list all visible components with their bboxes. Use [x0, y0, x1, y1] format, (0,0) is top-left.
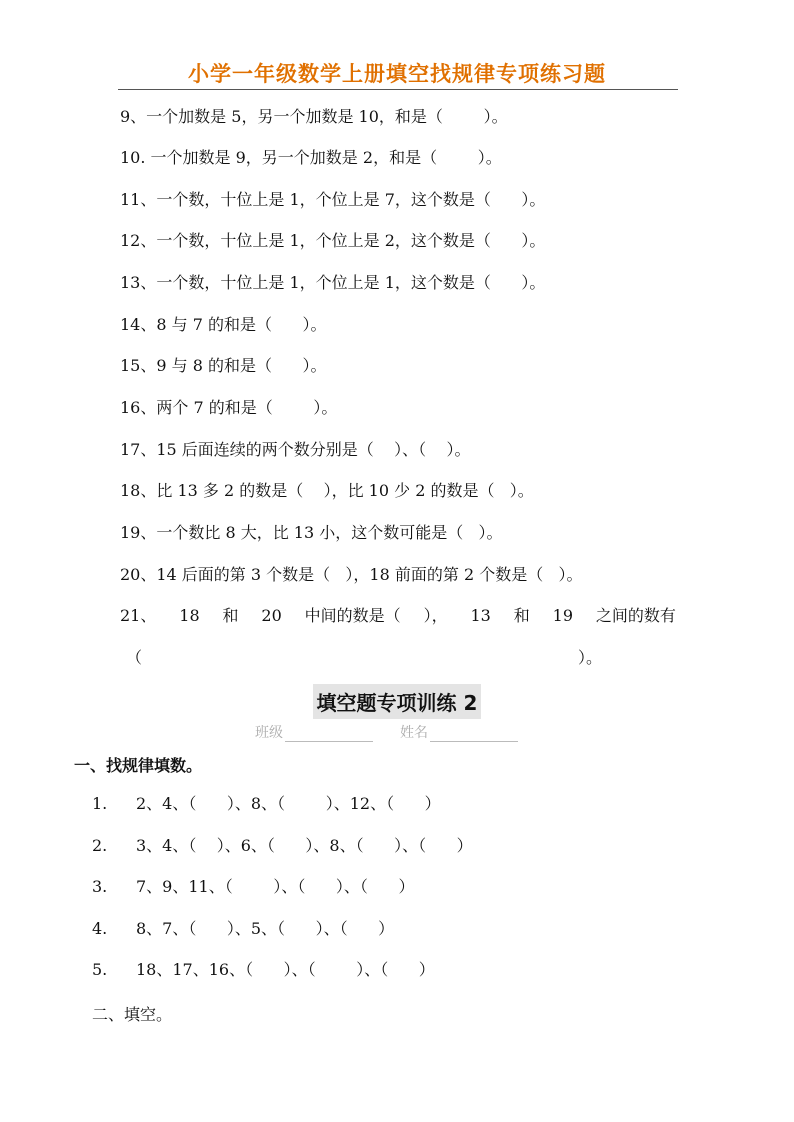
part1-heading: 一、找规律填数。 [74, 756, 203, 775]
sequence-item-5 [92, 960, 435, 980]
q21-line2-close: ）。 [578, 648, 603, 667]
q21-part: 之间的数有 [595, 606, 676, 625]
question-11: 11、一个数，十位上是 1，个位上是 7，这个数是（ ）。 [120, 190, 546, 209]
question-17: 17、15 后面连续的两个数分别是（ ）、（ ）。 [120, 440, 471, 459]
q21-part: 中间的数是（ [304, 606, 401, 625]
sequence-item-1 [92, 794, 441, 814]
page-header-title: 小学一年级数学上册填空找规律专项练习题 [188, 61, 606, 86]
q21-part: ）， [423, 606, 448, 625]
sequence-item-3 [92, 877, 414, 897]
question-19: 19、一个数比 8 大，比 13 小，这个数可能是（ ）。 [120, 523, 503, 542]
sequence-number: 1. [92, 794, 108, 813]
sequence-text: 2、4、（ ）、8、（ ）、12、（ ） [136, 794, 441, 813]
question-18: 18、比 13 多 2 的数是（ ），比 10 少 2 的数是（ ）。 [120, 481, 534, 500]
question-12: 12、一个数，十位上是 1，个位上是 2，这个数是（ ）。 [120, 231, 546, 250]
sequence-number: 2. [92, 836, 108, 855]
name-blank [430, 727, 518, 742]
sequence-text: 8、7、（ ）、5、（ ）、（ ） [136, 919, 395, 938]
q21-part: 和 [513, 606, 530, 625]
sequence-number: 4. [92, 919, 108, 938]
q21-part: 13 [470, 606, 491, 625]
section-title [0, 684, 794, 719]
question-10: 10. 一个加数是 9，另一个加数是 2，和是（ ）。 [120, 148, 502, 167]
question-16: 16、两个 7 的和是（ ）。 [120, 398, 338, 417]
class-field [255, 722, 373, 742]
question-9: 9、一个加数是 5，另一个加数是 10，和是（ ）。 [120, 107, 508, 126]
sequence-number: 5. [92, 960, 108, 979]
sequence-text: 7、9、11、（ ）、（ ）、（ ） [136, 877, 415, 896]
sequence-text: 3、4、（ ）、6、（ ）、8、（ ）、（ ） [136, 836, 473, 855]
question-14: 14、8 与 7 的和是（ ）。 [120, 315, 327, 334]
sequence-text: 18、17、16、（ ）、（ ）、（ ） [136, 960, 435, 979]
name-label: 姓名 [400, 725, 428, 741]
header-divider [118, 89, 678, 90]
q21-part: 和 [222, 606, 239, 625]
question-20: 20、14 后面的第 3 个数是（ ），18 前面的第 2 个数是（ ）。 [120, 565, 583, 584]
q21-part: 20 [261, 606, 282, 625]
class-label: 班级 [255, 725, 283, 741]
class-blank [285, 727, 373, 742]
q21-part: 21、 [120, 606, 157, 625]
question-15: 15、9 与 8 的和是（ ）。 [120, 356, 327, 375]
name-field [400, 722, 518, 742]
sequence-item-4 [92, 919, 394, 939]
q21-part: 18 [179, 606, 200, 625]
sequence-item-2 [92, 836, 473, 856]
sequence-number: 3. [92, 877, 108, 896]
part2-heading: 二、填空。 [92, 1005, 173, 1024]
question-13: 13、一个数，十位上是 1，个位上是 1，这个数是（ ）。 [120, 273, 546, 292]
question-21 [120, 606, 676, 626]
section-title-text: 填空题专项训练 2 [313, 684, 482, 719]
q21-part: 19 [552, 606, 573, 625]
q21-line2-open: （ [126, 648, 143, 667]
